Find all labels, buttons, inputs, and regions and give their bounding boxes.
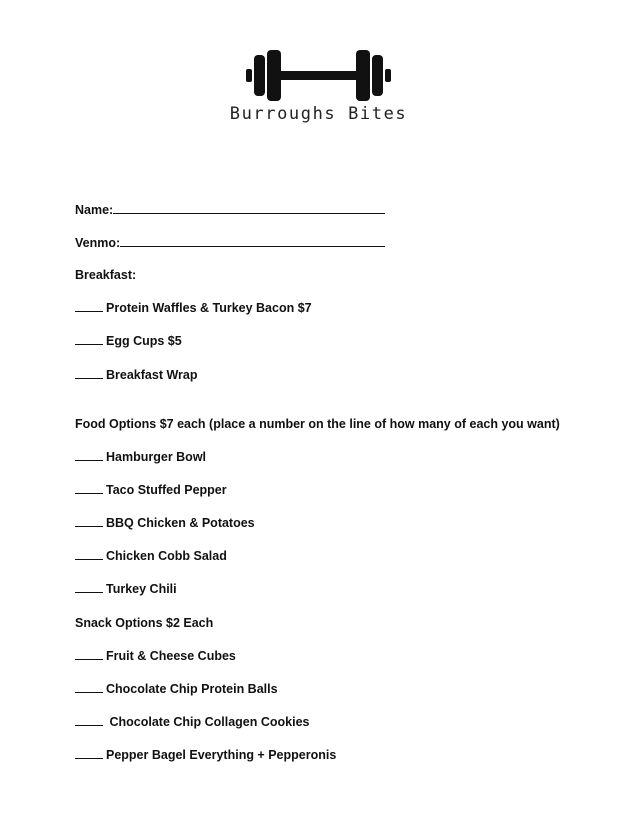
list-item[interactable]	[75, 333, 182, 349]
list-item[interactable]	[75, 714, 310, 730]
item-label: Taco Stuffed Pepper	[106, 483, 227, 497]
item-label: Turkey Chili	[106, 582, 177, 596]
item-label: Protein Waffles & Turkey Bacon $7	[106, 301, 312, 315]
list-item[interactable]	[75, 747, 336, 763]
list-item[interactable]	[75, 681, 278, 697]
brand-title: Burroughs Bites	[229, 104, 408, 124]
list-item[interactable]	[75, 482, 227, 498]
name-input-line[interactable]	[113, 203, 385, 214]
quantity-blank[interactable]	[75, 582, 103, 593]
quantity-blank[interactable]	[75, 483, 103, 494]
list-item[interactable]	[75, 449, 206, 465]
quantity-blank[interactable]	[75, 549, 103, 560]
quantity-blank[interactable]	[75, 450, 103, 461]
quantity-blank[interactable]	[75, 516, 103, 527]
list-item[interactable]	[75, 367, 197, 383]
list-item[interactable]	[75, 581, 177, 597]
venmo-label: Venmo:	[75, 236, 121, 250]
list-item[interactable]	[75, 300, 312, 316]
snacks-heading: Snack Options $2 Each	[75, 616, 214, 630]
quantity-blank[interactable]	[75, 715, 103, 726]
quantity-blank[interactable]	[75, 334, 103, 345]
item-label: Breakfast Wrap	[106, 368, 198, 382]
quantity-blank[interactable]	[75, 649, 103, 660]
item-label: Egg Cups $5	[106, 334, 182, 348]
name-label: Name:	[75, 203, 114, 217]
item-label: Pepper Bagel Everything + Pepperonis	[106, 748, 337, 762]
quantity-blank[interactable]	[75, 301, 103, 312]
list-item[interactable]	[75, 548, 227, 564]
quantity-blank[interactable]	[75, 748, 103, 759]
list-item[interactable]	[75, 515, 255, 531]
item-label: Hamburger Bowl	[106, 450, 207, 464]
item-label: Chocolate Chip Protein Balls	[106, 682, 278, 696]
quantity-blank[interactable]	[75, 368, 103, 379]
item-label: Chocolate Chip Collagen Cookies	[106, 715, 310, 729]
venmo-field[interactable]	[75, 235, 385, 251]
breakfast-heading: Breakfast:	[75, 268, 137, 282]
dumbbell-icon	[246, 49, 391, 102]
venmo-input-line[interactable]	[120, 236, 385, 247]
food-heading: Food Options $7 each (place a number on the line of how many of each you want)	[75, 417, 560, 431]
item-label: Fruit & Cheese Cubes	[106, 649, 236, 663]
item-label: Chicken Cobb Salad	[106, 549, 227, 563]
quantity-blank[interactable]	[75, 682, 103, 693]
list-item[interactable]	[75, 648, 236, 664]
item-label: BBQ Chicken & Potatoes	[106, 516, 255, 530]
name-field[interactable]	[75, 202, 385, 218]
